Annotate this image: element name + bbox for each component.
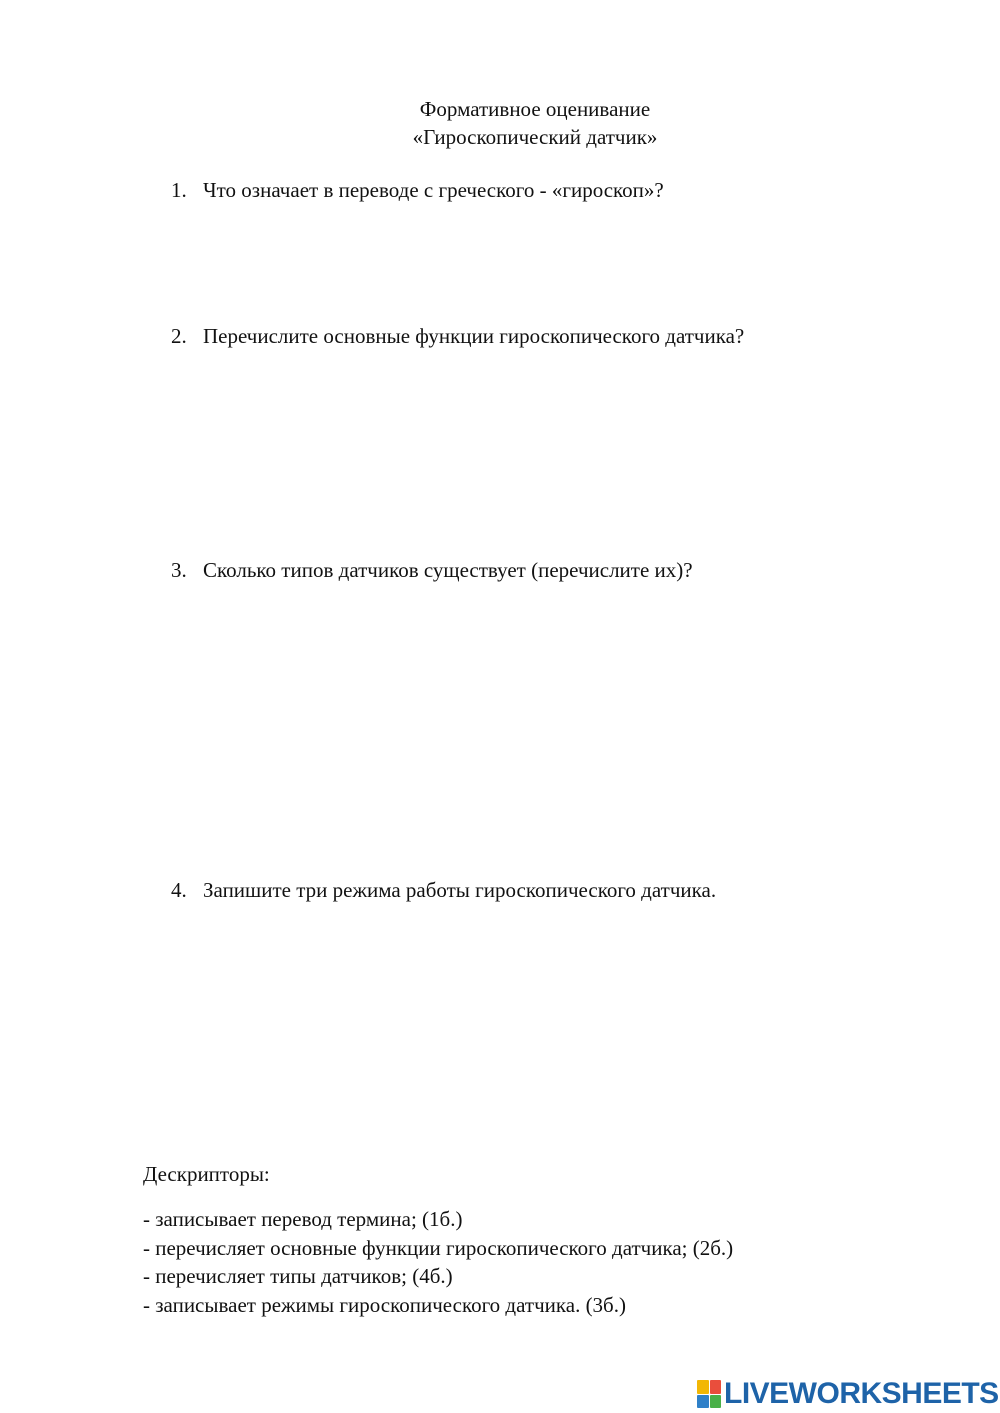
brand-name: LIVEWORKSHEETS	[724, 1377, 999, 1410]
liveworksheets-logo-icon	[697, 1380, 721, 1408]
question-4	[171, 876, 716, 904]
question-number: 1.	[171, 178, 187, 202]
document-title-line-1: Формативное оценивание	[419, 97, 651, 121]
descriptor-item: - перечисляет типы датчиков; (4б.)	[143, 1264, 453, 1289]
descriptor-item: - записывает режимы гироскопического датчика. (3б.)	[143, 1293, 626, 1318]
question-1	[171, 176, 664, 204]
question-text: Что означает в переводе с греческого - «гироскоп»?	[203, 178, 664, 202]
descriptor-item: - записывает перевод термина; (1б.)	[143, 1207, 463, 1231]
question-3	[171, 556, 693, 584]
liveworksheets-brand	[697, 1378, 999, 1410]
question-number: 3.	[171, 558, 187, 582]
question-text: Сколько типов датчиков существует (перечислите их)?	[203, 558, 693, 582]
descriptors-list	[143, 1205, 733, 1320]
document-title-line-2: «Гироскопический датчик»	[412, 125, 658, 149]
descriptors-title: Дескрипторы:	[143, 1162, 270, 1186]
question-number: 4.	[171, 878, 187, 902]
question-text: Перечислите основные функции гироскопического датчика?	[203, 324, 745, 348]
question-2	[171, 322, 744, 350]
question-number: 2.	[171, 324, 187, 348]
descriptor-item: - перечисляет основные функции гироскопического датчика; (2б.)	[143, 1235, 734, 1260]
question-text: Запишите три режима работы гироскопического датчика.	[203, 878, 717, 902]
